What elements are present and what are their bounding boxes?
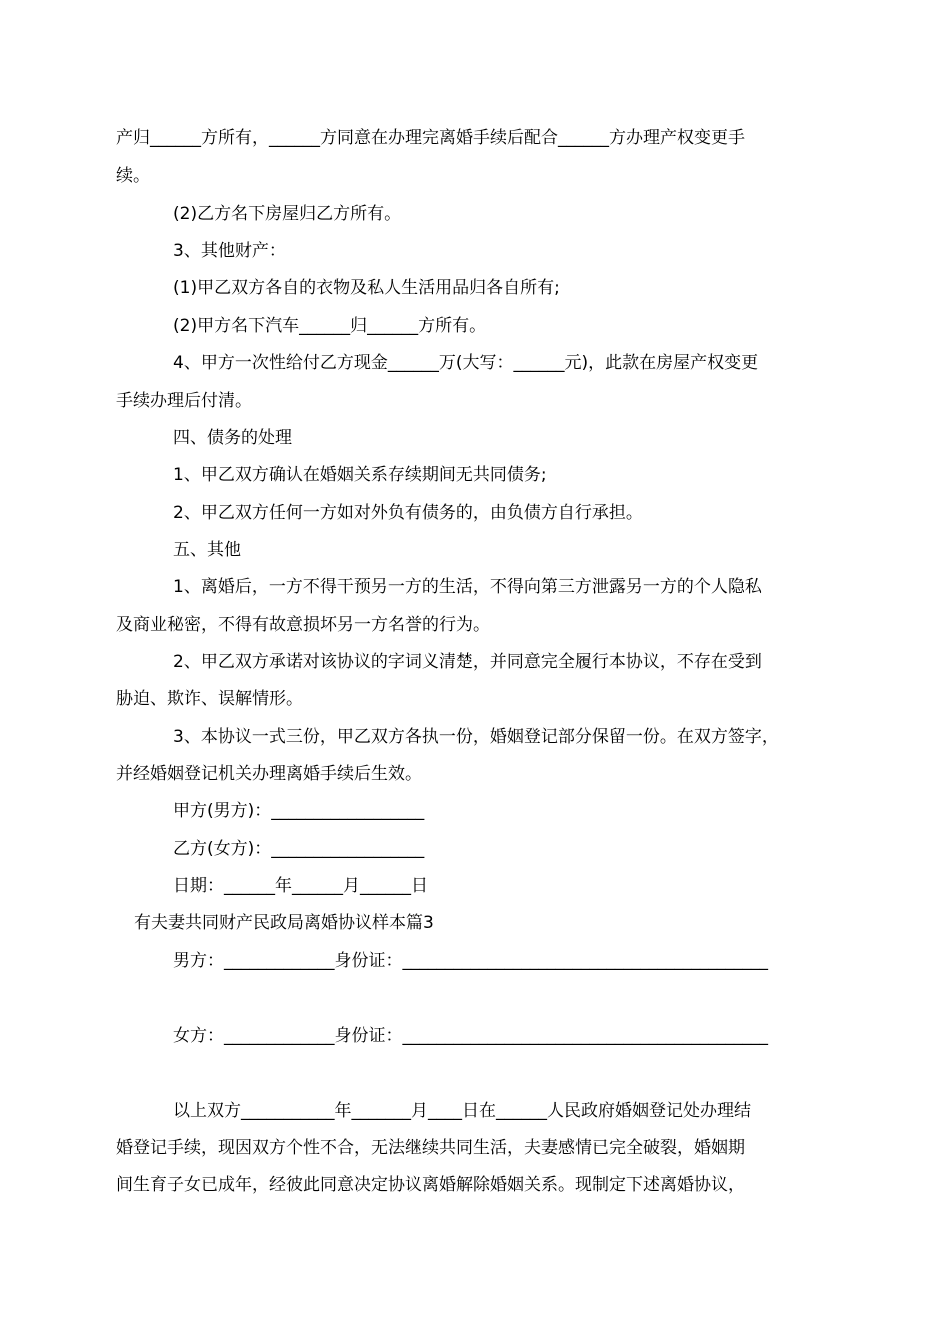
paragraph-line: 2、甲乙双方任何一方如对外负有债务的，由负债方自行承担。	[173, 503, 643, 523]
paragraph-line: 婚登记手续，现因双方个性不合，无法继续共同生活，夫妻感情已完全破裂，婚姻期	[116, 1138, 745, 1158]
female-party-line: 女方：_____________身份证：___________________________________________	[173, 1026, 768, 1046]
paragraph-line: 及商业秘密，不得有故意损坏另一方名誉的行为。	[116, 615, 490, 635]
paragraph-line: 1、甲乙双方确认在婚姻关系存续期间无共同债务;	[173, 465, 547, 485]
paragraph-line: 3、其他财产：	[173, 241, 286, 261]
male-party-line: 男方：_____________身份证：___________________________________________	[173, 951, 768, 971]
paragraph-line: 手续办理后付清。	[116, 391, 252, 411]
section-heading: 四、债务的处理	[173, 428, 292, 448]
paragraph-line: (2)乙方名下房屋归乙方所有。	[173, 204, 402, 224]
paragraph-line: 胁迫、欺诈、误解情形。	[116, 689, 303, 709]
paragraph-line: 3、本协议一式三份，甲乙双方各执一份，婚姻登记部分保留一份。在双方签字，	[173, 727, 779, 747]
paragraph-line: (2)甲方名下汽车______归______方所有。	[173, 316, 487, 336]
paragraph-line: 2、甲乙双方承诺对该协议的字词义清楚，并同意完全履行本协议，不存在受到	[173, 652, 762, 672]
paragraph-line: 间生育子女已成年，经彼此同意决定协议离婚解除婚姻关系。现制定下述离婚协议，	[116, 1175, 745, 1195]
paragraph-line: 并经婚姻登记机关办理离婚手续后生效。	[116, 764, 422, 784]
section-heading: 五、其他	[173, 540, 241, 560]
article-title: 有夫妻共同财产民政局离婚协议样本篇3	[134, 913, 434, 933]
date-line: 日期：______年______月______日	[173, 876, 428, 896]
signature-line-party-b: 乙方(女方)：__________________	[173, 839, 425, 859]
signature-line-party-a: 甲方(男方)：__________________	[173, 801, 425, 821]
paragraph-line: 4、甲方一次性给付乙方现金______万(大写：______元)，此款在房屋产权变更	[173, 353, 759, 373]
paragraph-line: (1)甲乙双方各自的衣物及私人生活用品归各自所有;	[173, 278, 560, 298]
paragraph-line: 续。	[116, 166, 150, 186]
paragraph-line: 以上双方___________年_______月____日在______人民政府婚姻登记处办理结	[173, 1101, 751, 1121]
paragraph-line: 产归______方所有，______方同意在办理完离婚手续后配合______方办理产权变更手	[116, 128, 745, 148]
paragraph-line: 1、离婚后，一方不得干预另一方的生活，不得向第三方泄露另一方的个人隐私	[173, 577, 762, 597]
